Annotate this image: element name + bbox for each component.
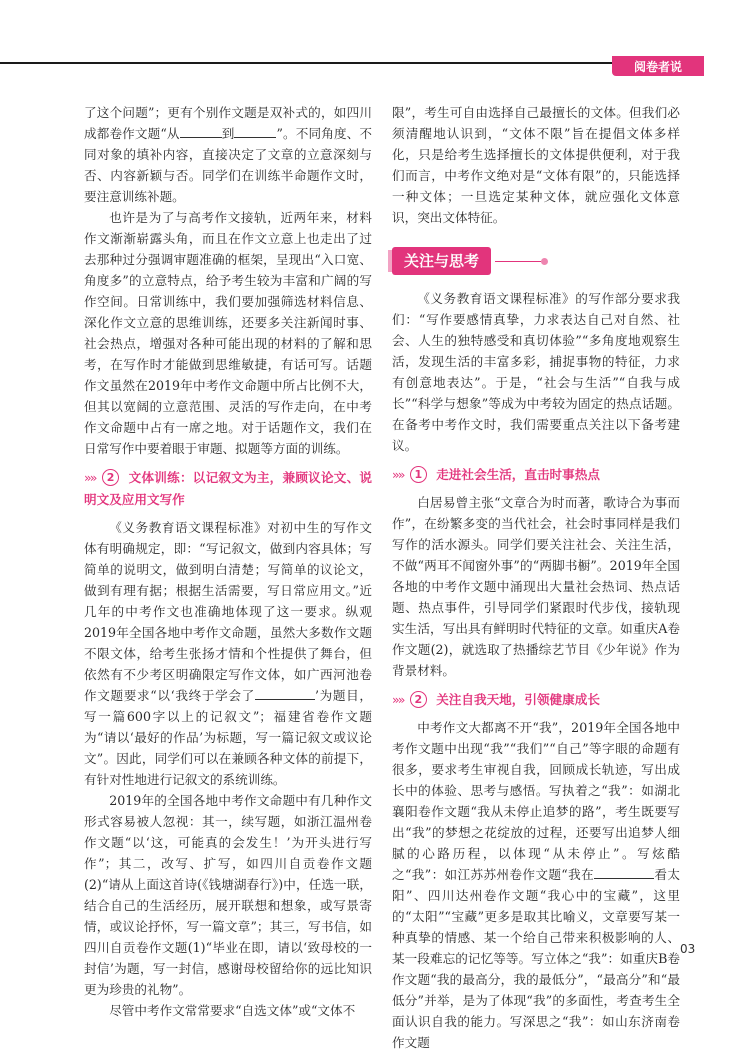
page-number: 03: [680, 942, 696, 956]
paragraph: 中考作文大都离不开“我”，2019年全国各地中考作文题中出现“我”“我们”“自己”等字眼的命题有很多，要求考生审视自我，回顾成长轨迹，写出成长中的体验、思考与感悟。写执着之“我”：如湖北襄阳卷作文题“我从未停止追梦的路”，考生既要写出“我”的梦想之花绽放的过程，还要写出追梦人细腻的心路历程，以体现“从未停止”。写炫酷之“我”：如江苏苏州卷作文题“我在 看太阳”、四川达州卷作文题“我心中的宝藏”，这里的“太阳”“宝藏”更多是取其比喻义，文章要写某一种真挚的情感、某一个给自己带来积极影响的人、某一段难忘的记忆等等。写立体之“我”：如重庆B卷作文题“我的最高分，我的最低分”，“最高分”和“最低分”并举，是为了体现“我”的多面性，考查考生全面认识自我的能力。写深思之“我”：如山东济南卷作文题: [392, 720, 680, 1050]
paragraph: 白居易曾主张“文章合为时而著，歌诗合为事而作”，在纷繁多变的当代社会，社会时事同样是我们写作的活水源头。同学们要关注社会、关注生活，不做“两耳不闻窗外事”的“两脚书橱”。2019年全国各地的中考作文题中涌现出大量社会热词、热点话题、热点事件，引导同学们紧跟时代步伐，接轨现实生活，写出具有鲜明时代特征的文章。如重庆A卷作文题(2)，就选取了热播综艺节目《少年说》作为背景材料。: [392, 495, 680, 678]
paragraph: 2019年的全国各地中考作文命题中有几种作文形式容易被人忽视：其一，续写题，如浙江温州卷作文题“以‘这，可能真的会发生！’为开头进行写作”；其二，改写、扩写，如四川自贡卷作文题(2)“请从上面这首诗(《钱塘湖春行》)中，任选一联，结合自己的生活经历，展开联想和想象，或写景寄情，或议论抒怀，写一篇文章”；其三，写书信，如四川自贡卷作文题(1)“毕业在即，请以‘致母校的一封信’为题，写一封信，感谢母校留给你的远比知识更为珍贵的礼物”。: [84, 793, 372, 997]
paragraph: 也许是为了与高考作文接轨，近两年来，材料作文渐渐崭露头角，而且在作文立意上也走出了过去那种过分强调审题准确的框架，呈现出“入口宽、角度多”的立意特点，给予考生较为丰富和广阔的写作空间。日常训练中，我们要加强筛选材料信息、深化作文立意的思维训练，还要多关注新闻时事、社会热点，增强对各种可能出现的材料的了解和思考，在写作时才能做到思维敏捷，有话可写。话题作文虽然在2019年中考作文命题中所占比例不大，但其以宽阔的立意范围、灵活的写作走向，在中考作文命题中占有一席之地。对于话题作文，我们在日常写作中要着眼于审题、拟题等方面的训练。: [84, 210, 372, 456]
number-badge: 2: [410, 691, 427, 708]
heading-line: [495, 261, 541, 262]
number-badge: 2: [102, 469, 119, 486]
heading-dot-icon: [541, 258, 548, 265]
paragraph: 《义务教育语文课程标准》的写作部分要求我们：“写作要感情真挚，力求表达自己对自然、社会、人生的独特感受和真切体验”“多角度地观察生活，发现生活的丰富多彩，捕捉事物的特征，力求有创意地表达”。于是，“社会与生活”“自我与成长”“科学与想象”等成为中考较为固定的热点话题。在备考中考作文时，我们需要重点关注以下备考建议。: [392, 291, 680, 453]
double-chevron-icon: »»: [392, 467, 404, 482]
section-label: 阅卷者说: [612, 56, 704, 76]
fill-blank: [594, 865, 654, 879]
subheading-text: 文体训练：以记叙文为主，兼顾议论文、说明文及应用文写作: [84, 470, 373, 507]
subheading-social-life: [392, 464, 680, 486]
fill-blank: [234, 124, 276, 138]
subheading-genre-training: [84, 467, 372, 511]
paragraph: 《义务教育语文课程标准》对初中生的写作文体有明确规定，即：“写记叙文，做到内容具体；写简单的说明文，做到明白清楚；写简单的议论文，做到有理有据；根据生活需要，写日常应用文。”近几年的中考作文也准确地体现了这一要求。纵观2019年全国各地中考作文命题，虽然大多数作文题不限文体，给考生张扬才情和个性提供了舞台，但依然有不少考区明确限定写作文体，如广西河池卷作文题要求“以‘我终于学会了 ’为题目，写一篇600字以上的记叙文”；福建省卷作文题为“请以‘最好的作品’为标题，写一篇记叙文或议论文”。因此，同学们可以在兼顾各种文体的前提下，有针对性地进行记叙文的系统训练。: [84, 520, 372, 787]
double-chevron-icon: »»: [392, 692, 404, 707]
left-column: [84, 102, 372, 1021]
section-heading: [392, 246, 680, 276]
subheading-self-growth: [392, 689, 680, 711]
subheading-text: 关注自我天地，引领健康成长: [436, 692, 600, 707]
subheading-text: 走进社会生活，直击时事热点: [436, 467, 600, 482]
right-column: [392, 102, 680, 1053]
header-rule: [0, 62, 612, 64]
paragraph: 尽管中考作文常常要求“自选文体”或“文体不: [109, 1003, 356, 1018]
number-badge: 1: [410, 466, 427, 483]
paragraph: 限”，考生可自由选择自己最擅长的文体。但我们必须清醒地认识到，“文体不限”旨在提倡文体多样化，只是给考生选择擅长的文体提供便利，对于我们而言，中考作文绝对是“文体有限”的，只能选择一种文体；一旦选定某种文体，就应强化文体意识，突出文体特征。: [392, 105, 680, 225]
double-chevron-icon: »»: [84, 470, 96, 485]
paragraph: 了这个问题”；更有个别作文题是双补式的，如四川成都卷作文题“从 到 ”。不同角度、不同对象的填补内容，直接决定了文章的立意深刻与否、内容新颖与否。同学们在训练半命题作文时，要注意训练补题。: [84, 105, 372, 204]
section-heading-text: 关注与思考: [392, 247, 491, 275]
fill-blank: [255, 686, 315, 700]
fill-blank: [180, 124, 222, 138]
